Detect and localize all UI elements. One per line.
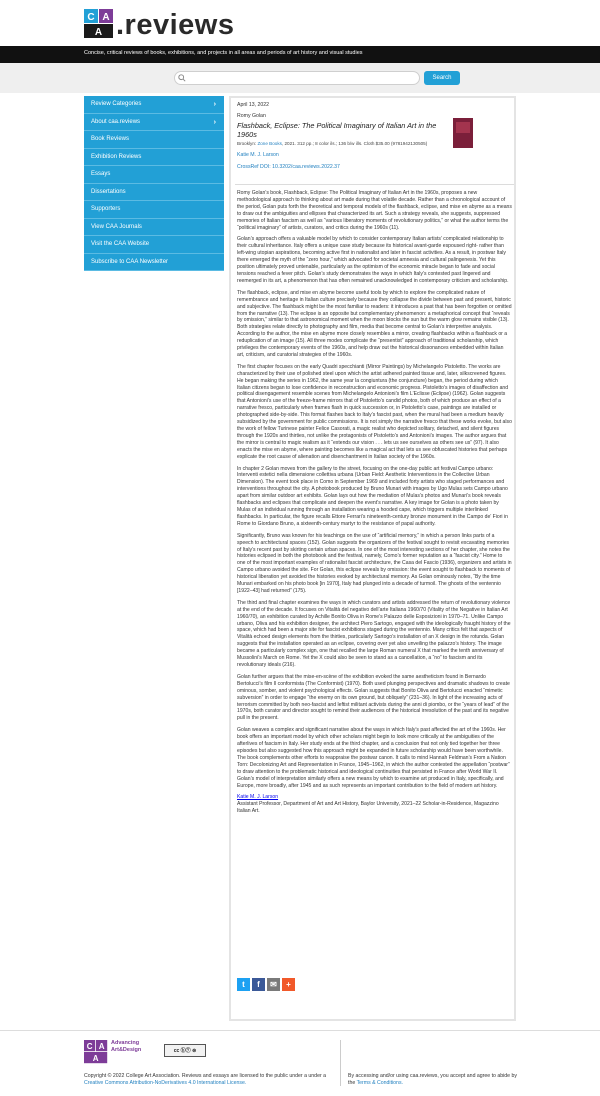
sidebar-item-label: About caa.reviews (91, 118, 141, 125)
book-cover-image[interactable] (453, 118, 473, 148)
review-body (237, 190, 512, 815)
consent-text: By accessing and/or using caa.reviews, you accept and agree to abide by the (348, 1073, 517, 1086)
sidebar-item-caa-website[interactable] (84, 236, 224, 254)
license-link[interactable]: Creative Commons Attribution-NoDerivatives 4.0 International License. (84, 1080, 247, 1086)
tagline-bar (0, 46, 600, 63)
email-icon[interactable]: ✉ (267, 978, 280, 991)
divider (235, 184, 514, 185)
svg-text:A: A (92, 1053, 99, 1063)
body-paragraph: Golan’s approach offers a valuable model by which to consider contemporary Italian artists’ complicated relationship to their cultural inheritance. Italy offers a unique case study because its historical avant-garde espoused right- rather than left-wing utopian aspirations, becoming active first in nationalist and later in fascist activities. As a result, in postwar Italy there emerged the myth of the “zero hour,” which advocated for societal amnesia and cultural palingenesis. Yet this position ultimately proved untenable, particularly as the optimism of the economic miracle began to fade and social tensions reached a fever pitch. Golan’s study demonstrates the ways in which Italy’s contested past lingered and reemerged in its art, a phenomenon that has often remained unacknowledged in contemporary criticism and scholarship. (237, 236, 509, 284)
caa-footer-logo-icon[interactable] (84, 1040, 108, 1064)
search-icon (178, 74, 186, 82)
facebook-icon[interactable]: f (252, 978, 265, 991)
sidebar-item-label: Visit the CAA Website (91, 241, 150, 247)
book-author: Romy Golan (237, 113, 266, 119)
doi-prefix: CrossRef DOI: (237, 164, 273, 170)
review-date: April 13, 2022 (237, 102, 270, 108)
svg-text:A: A (102, 12, 110, 23)
body-paragraph: Romy Golan’s book, Flashback, Eclipse: The Political Imaginary of Italian Art in the 1960s, proposes a new methodological approach to thinking about art made during that volatile decade. Rather than a chronological account of the period, Golan puts forth the theoretical and temporal models of the flashback, eclipse, and mise en abyme as a means to draw out the ambiguities and ellipses that characterized its art. Such a strategy reveals, she suggests, suppressed memories of Italian fascism as well as “various liberatory moments of revolutionary politics,” or what the author terms the “political imaginary” of artists, curators, and critics during the 1960s (11). (237, 190, 512, 231)
site-logo-text[interactable]: .reviews (116, 9, 235, 41)
caa-logo-icon[interactable] (84, 9, 114, 39)
review-article (229, 96, 516, 1021)
body-paragraph: Golan further argues that the mise-en-scène of the exhibition evoked the same aestheticism found in Bernardo Bertolucci’s film Il conformista (The Conformist) (1970). Both used plunging perspectives and dramatic shadows to create ominous, somber, and violent psychological effects. Golan suggests that Bonito Oliva and Bertolucci enacted “mimetic subversion” in order to engage “the enemy on its own ground, but obliquely” (231–36). In light of the increasing acts of terrorism committed by both neo-fascist and leftist militant activists during the anni di piombo, or the “years of lead” of the 1970s, both curator and director sought to remind their audiences of the historical irresolution of the past and its negative pull in the present. (237, 673, 510, 722)
sidebar-item-exhibition-reviews[interactable] (84, 149, 224, 167)
sidebar-item-about[interactable] (84, 114, 224, 132)
reviewer-signature (237, 794, 512, 815)
site-header (0, 0, 600, 46)
sidebar-item-label: Review Categories (91, 101, 142, 107)
body-paragraph: The flashback, eclipse, and mise en abyme become useful tools by which to explore the complicated nature of remembrance and heritage in Italian culture precisely because they collapse the divide between past and present, historic and subjective. The flashback might be the most familiar to readers: it introduces a past that has been forgotten or omitted from the narrative (13). The eclipse is an opposite but complementary phenomenon: a metaphorical concept that “reveals by omission,” similar to that astronomical moment when the moon blocks the sun but the warm glow remains visible (13). Both strategies relate directly to photography and film, media that become central to Golan’s interpretive analysis. According to the author, the mise en abyme more closely resembles a mirror, creating flashbacks within a flashback or a reduplication of an image (15). All three modes complicate the “presentist” approach of traditional scholarship, which privileges the contemporary events of the 1960s, and help draw out the historical dissonances embedded within Italian art, criticism, and curatorial strategies of the 1960s. (237, 289, 512, 358)
publisher-link[interactable]: Zone Books (257, 141, 282, 146)
sidebar-item-label: Book Reviews (91, 136, 130, 142)
sidebar-item-newsletter[interactable] (84, 254, 224, 272)
body-paragraph: Golan weaves a complex and significant narrative about the ways in which Italy’s past affected the art of the 1960s. Her book offers an important model by which other scholars might begin to look more critically at the ambiguities of the afterlives of fascism in Italy. Her study ends at the third chapter, and a conclusion that not only tied together her three episodes but also suggested how this approach might be expanded in future scholarship would have been worthwhile. The book complements other efforts to reappraise the postwar canon. It calls to mind Hannah Feldman’s From a Nation Torn: Decolonizing Art and Representation in France, 1945–1962, in which the author contested the appellation “postwar” to draw attention to the problematic historical and ideological continuities that persisted in France after World War II. Golan’s model of interpretation similarly offers a new means by which to examine art produced in Italy, specifically, and Europe, more broadly, after 1945 and as such represents an important contribution to the field of modern art history. (237, 727, 510, 789)
footer-tagline-line-1: Advancing (111, 1040, 140, 1046)
chevron-right-icon: › (213, 101, 216, 108)
footer-divider (0, 1030, 600, 1031)
sidebar-item-book-reviews[interactable] (84, 131, 224, 149)
search-button[interactable]: Search (424, 71, 460, 85)
site-tagline: Concise, critical reviews of books, exhibitions, and projects in all areas and periods of art history and visual studies (84, 50, 363, 56)
book-title: Flashback, Eclipse: The Political Imaginary of Italian Art in the 1960s (237, 121, 437, 139)
svg-text:C: C (86, 1041, 93, 1051)
sidebar-item-dissertations[interactable] (84, 184, 224, 202)
footer-tagline (111, 1040, 141, 1053)
search-bar (0, 63, 600, 93)
footer-terms (348, 1073, 518, 1087)
search-input[interactable] (174, 71, 420, 85)
chevron-right-icon: › (213, 118, 216, 126)
reviewer-link[interactable]: Katie M. J. Larson (237, 152, 279, 158)
creative-commons-badge-icon[interactable] (164, 1044, 206, 1057)
footer-tagline-line-2: Art&Design (111, 1046, 142, 1053)
terms-link[interactable]: Terms & Conditions. (356, 1080, 403, 1086)
publisher-prefix: Brooklyn: (237, 141, 258, 146)
sidebar-item-label: Essays (91, 171, 111, 177)
body-paragraph: The third and final chapter examines the ways in which curators and artists addressed the return of revolutionary violence at the end of the decade. It focuses on Vitalità del negativo dell’arte Italiana 1960/70 (Vitality of the Negative in Italian Art 1960/70), an exhibition curated by Achille Bonito Oliva in Rome’s Palazzo delle Esposizioni in 1970–71. Unlike Campo urbano, Oliva and his exhibition designer, the architect Piero Sartogo, engaged with the ideologically fraught history of the space, which had been a major site for fascist exhibitions staged during the ventennio. Many critics felt that aspects of Vitalità echoed design elements from the thirties, particularly Sartogo’s installation of an X design in the rotunda. Golan suggests that the installation operated as an eclipse, covering over yet also unveiling the palazzo’s history. The image became a particularly complex sign, one that recalled the large Roman numeral X that marked the tenth anniversary of Mussolini’s March on Rome. Yet the X could also be seen to stand as a cancellation, a “no” to fascism and its revolutionary ideals (216). (237, 599, 511, 668)
signature-name-link[interactable]: Katie M. J. Larson (237, 794, 279, 801)
svg-text:C: C (87, 12, 95, 23)
sidebar-item-label: Supporters (91, 206, 121, 212)
signature-title: Assistant Professor, Department of Art and Art History, Baylor University, 2021–22 Scholar-in-Residence, Magazzino Italian Art. (237, 801, 499, 815)
sidebar-nav (84, 96, 224, 271)
doi-link[interactable]: 10.3202/caa.reviews.2022.37 (272, 164, 340, 170)
copyright-text: Copyright © 2022 College Art Association. Reviews and essays are licensed to the public under a under a (84, 1073, 327, 1079)
cc-label: cc ⓑⓨ ⊜ (173, 1048, 197, 1054)
svg-text:A: A (98, 1041, 105, 1051)
svg-text:A: A (94, 27, 103, 38)
body-paragraph: The first chapter focuses on the early Quadri specchianti (Mirror Paintings) by Michelangelo Pistoletto. The works are characterized by their use of polished steel upon which the artist adhered painted tissue and, later, silkscreened figures. He began making the series in 1962, the same year la congiuntura (the conjuncture) began, the period during which Italian citizens began to lose confidence in reconstruction and economic progress. Pistoletto’s images of disaffection and political disengagement resemble scenes from Michelangelo Antonioni’s film L’Eclisse (Eclipse) (1962). Golan suggests that Antonioni’s use of the freeze-frame mirrors that of Pistoletto’s candid photos, both of which produce an effect of a narrative fresco, particularly when frames flash in quick succession or, in Pistoletto’s case, paintings are installed or photographed side-by-side. This format flashes back to Italy’s fascist past, when the mural had been a medium heavily subsidized by the government for public commissions. It is not simply the narrative fresco that these works evoke, but also the work of fellow Turinese painter Felice Casorati, a magic realist who depicted solitary, detached, and silent figures through the 1920s and thirties, not unlike the protagonists of Pistoletto’s and Antonioni’s images. The author argues that the mirror is central to magic realism as it “extends our vision . . . lets us see ourselves as others see us” (97). It also enacts the mise en abyme, where painting becomes like a magical act that lets us see obfuscated histories that perhaps explicate the root cause of alienation and disenchantment in Italian society of the 1960s. (237, 363, 512, 460)
sidebar-item-essays[interactable] (84, 166, 224, 184)
book-cover-art (456, 122, 470, 133)
footer-vertical-divider (340, 1040, 341, 1086)
body-paragraph: Significantly, Bruno was known for his teachings on the use of “artificial memory,” in which a person links parts of a speech to architectural spaces (152). Golan suggests the organizers of the festival sought to revisit excavating memories of Italy’s recent past by skirting certain urban spaces. In one of the most interesting sections of her chapter, she notes the histories eclipsed in both the photobook and the festival, namely, Como’s former reputation as a “fascist city.” Home to one of the most important examples of rationalist fascist architecture, the Casa del Fascio (1936), organizers and artists in Campo urbano avoided the site. For Golan, this eclipse reveals by omission: the event sought to flashback to moments of historical liberation yet avoided the histories evoked by architectural memory. As Golan ominously notes, “By the time Munari embarked on his photo book [in 1970], Italy had plunged into a decade of turmoil. The ghosts of the ventennio [1922–43] had returned” (175). (237, 532, 512, 594)
publication-details (237, 141, 442, 147)
sidebar-item-label: View CAA Journals (91, 223, 142, 230)
sidebar-item-label: Subscribe to CAA Newsletter (91, 258, 169, 265)
share-buttons (237, 978, 295, 992)
sidebar-item-label: Exhibition Reviews (91, 153, 142, 160)
footer-copyright (84, 1073, 334, 1087)
body-paragraph: In chapter 2 Golan moves from the gallery to the street, focusing on the one-day public art festival Campo urbano: Interventi estetici nella dimensione collettiva urbana (Urban Field: Aesthetic Interventions in the Collective Urban Dimension). The event took place in Como in September 1969 and included forty artists who staged performances and interventions throughout the city. A photobook produced by Bruno Munari with images by Ugo Mulas sets Campo urbano apart from similar outdoor art exhibits. Golan lays out how the mediation of Mulas’s photos and Munari’s book reveals flashbacks and eclipses that complicate and deepen the event’s narrative. A key image for Golan is a photo taken by Mulas of an individual running through an installation wearing a hooded cape, which triggers multiple interlinked flashbacks. In particular, the figure recalls Ettore Ferrari’s nineteenth-century bronze monument in the Campo de’ Fiori in Rome to Giordano Bruno, a sixteenth-century martyr to the resistance of papal authority. (237, 465, 508, 527)
sidebar-item-caa-journals[interactable] (84, 219, 224, 237)
sidebar-item-label: Dissertations (91, 188, 126, 195)
pub-details: , 2021. 312 pp.; 8 color ils.; 136 b/w ills. Cloth $35.00 (9781942130505) (281, 141, 428, 146)
sidebar-item-supporters[interactable] (84, 201, 224, 219)
sidebar-item-review-categories[interactable] (84, 96, 224, 114)
plus-icon[interactable]: + (282, 978, 295, 991)
twitter-icon[interactable]: t (237, 978, 250, 991)
